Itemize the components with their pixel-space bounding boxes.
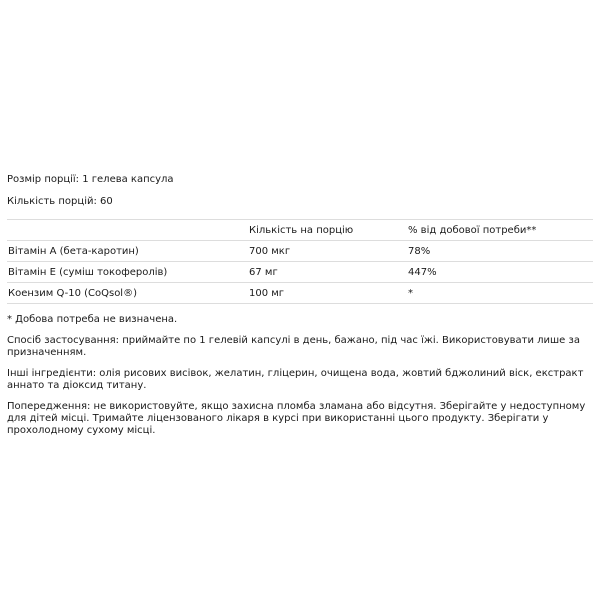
warning-text: Попередження: не використовуйте, якщо захисна пломба зламана або відсутня. Зберігайте у недоступному для дітей місці. Тримайте ліцензованого лікаря в курсі при використанні цього продукту. Зберігати у прохолодному сухому місці.: [7, 401, 586, 436]
nutrient-daily-value: *: [407, 283, 593, 304]
nutrition-table: [7, 219, 593, 304]
serving-size: Розмір порції: 1 гелева капсула: [7, 174, 174, 185]
supplement-facts-document: [7, 173, 593, 437]
header-nutrient: [7, 220, 248, 241]
servings-count: Кількість порцій: 60: [7, 196, 113, 207]
table-row: [7, 241, 593, 262]
header-amount: Кількість на порцію: [248, 220, 407, 241]
table-row: [7, 262, 593, 283]
nutrient-daily-value: 78%: [407, 241, 593, 262]
other-ingredients-text: Інші інгредієнти: олія рисових висівок, желатин, гліцерин, очищена вода, жовтий бджолиний віск, екстракт аннато та діоксид титану.: [7, 368, 584, 391]
nutrient-name: Вітамін А (бета-каротин): [7, 241, 248, 262]
nutrient-amount: 700 мкг: [248, 241, 407, 262]
header-daily-value: % від добової потреби**: [407, 220, 593, 241]
table-header-row: [7, 220, 593, 241]
table-row: [7, 283, 593, 304]
nutrient-amount: 67 мг: [248, 262, 407, 283]
nutrient-amount: 100 мг: [248, 283, 407, 304]
nutrient-name: Вітамін Е (суміш токоферолів): [7, 262, 248, 283]
nutrient-daily-value: 447%: [407, 262, 593, 283]
directions-text: Спосіб застосування: приймайте по 1 гелевій капсулі в день, бажано, під час їжі. Використовувати лише за призначенням.: [7, 335, 580, 358]
nutrient-name: Коензим Q-10 (CoQsol®): [7, 283, 248, 304]
daily-value-footnote: * Добова потреба не визначена.: [7, 314, 178, 325]
